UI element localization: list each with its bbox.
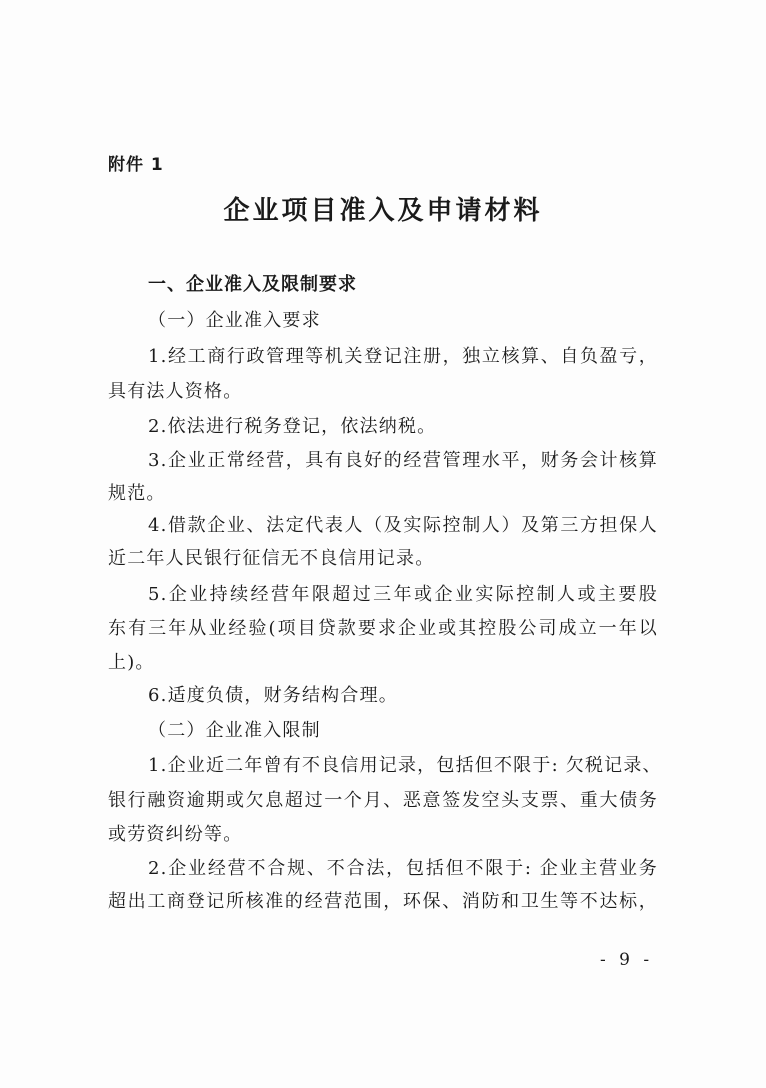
page-number: - 9 -	[600, 950, 654, 970]
section-heading: 一、企业准入及限制要求	[148, 274, 357, 295]
attachment-label: 附件 1	[108, 155, 164, 175]
paragraph-line: 2.企业经营不合规、不合法，包括但不限于: 企业主营业务	[148, 858, 658, 879]
paragraph-line: 6.适度负债，财务结构合理。	[148, 685, 398, 706]
paragraph-line: 2.依法进行税务登记，依法纳税。	[148, 416, 437, 437]
paragraph-line: 上)。	[108, 652, 155, 673]
paragraph-line: 超出工商登记所核准的经营范围，环保、消防和卫生等不达标，	[108, 891, 658, 912]
paragraph-line: 具有法人资格。	[108, 381, 243, 402]
document-title: 企业项目准入及申请材料	[223, 196, 543, 226]
subsection-heading: （二）企业准入限制	[148, 720, 321, 741]
paragraph-line: 东有三年从业经验(项目贷款要求企业或其控股公司成立一年以	[108, 618, 658, 639]
paragraph-line: 5.企业持续经营年限超过三年或企业实际控制人或主要股	[148, 584, 658, 605]
paragraph-line: 规范。	[108, 483, 166, 504]
paragraph-line: 或劳资纠纷等。	[108, 824, 243, 845]
paragraph-line: 1.企业近二年曾有不良信用记录，包括但不限于: 欠税记录、	[148, 755, 662, 776]
paragraph-line: 1.经工商行政管理等机关登记注册，独立核算、自负盈亏，	[148, 346, 658, 367]
paragraph-line: 近二年人民银行征信无不良信用记录。	[108, 548, 435, 569]
subsection-heading: （一）企业准入要求	[148, 310, 321, 331]
paragraph-line: 3.企业正常经营，具有良好的经营管理水平，财务会计核算	[148, 450, 658, 471]
paragraph-line: 银行融资逾期或欠息超过一个月、恶意签发空头支票、重大债务	[108, 790, 658, 811]
paragraph-line: 4.借款企业、法定代表人（及实际控制人）及第三方担保人	[148, 515, 658, 536]
